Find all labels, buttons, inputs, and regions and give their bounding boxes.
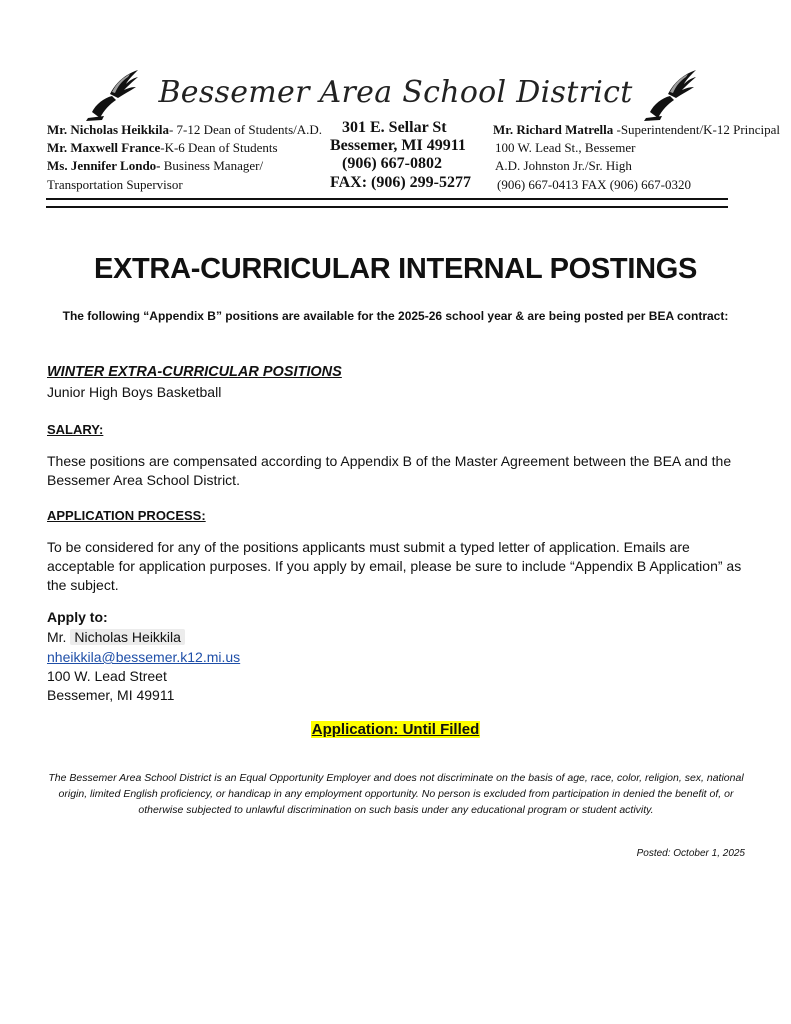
header-left-line-3: Ms. Jennifer Londo- Business Manager/ (47, 158, 264, 173)
header-left-line-2: Mr. Maxwell France-K-6 Dean of Students (47, 140, 278, 155)
section-heading: WINTER EXTRA-CURRICULAR POSITIONS (47, 364, 342, 380)
salary-text: These positions are compensated according to Appendix B of the Master Agreement between the BEA and the Bessemer Area School District. (47, 453, 732, 488)
apply-to-label: Apply to: (47, 609, 108, 625)
page-subtitle: The following “Appendix B” positions are available for the 2025-26 school year & are being posted per BEA contract: (62, 309, 729, 323)
application-label: APPLICATION PROCESS: (47, 508, 206, 523)
deadline-line (0, 721, 791, 739)
contact-city: Bessemer, MI 49911 (47, 687, 175, 703)
letterhead-divider (46, 198, 728, 208)
application-text: To be considered for any of the positions applicants must submit a typed letter of application. Emails are acceptable for application purposes. If you apply by email, please be sure to include “Appendix B Application” as the subject. (47, 539, 742, 593)
header-address-street: 301 E. Sellar St (342, 119, 447, 136)
header-right-line-3: A.D. Johnston Jr./Sr. High (495, 158, 632, 173)
contact-email-line (47, 648, 240, 667)
contact-name: Mr. Nicholas Heikkila (47, 628, 185, 647)
district-name: Bessemer Area School District (158, 75, 633, 110)
salary-label: SALARY: (47, 422, 104, 437)
header-phone: (906) 667-0802 (342, 155, 442, 172)
contact-email-link[interactable]: nheikkila@bessemer.k12.mi.us (47, 649, 241, 665)
header-fax: FAX: (906) 299-5277 (330, 174, 472, 191)
page-title: EXTRA-CURRICULAR INTERNAL POSTINGS (93, 253, 698, 285)
contact-street: 100 W. Lead Street (47, 668, 167, 684)
deadline-text: Application: Until Filled (311, 721, 480, 738)
header-left-line-1: Mr. Nicholas Heikkila- 7-12 Dean of Students/A.D. (47, 122, 323, 137)
posted-date: Posted: October 1, 2025 (636, 848, 745, 859)
header-left-line-4: Transportation Supervisor (47, 177, 183, 192)
header-address-city: Bessemer, MI 49911 (330, 137, 466, 154)
eoe-statement: The Bessemer Area School District is an Equal Opportunity Employer and does not discriminate on the basis of age, race, color, religion, sex, national origin, limited English proficiency, or handicap in any employment opportunity. No person is excluded from participation in denied the benefit of, or otherwise subjected to unlawful discrimination on such basis under any educational program or student activity. (48, 772, 744, 816)
position-title: Junior High Boys Basketball (47, 384, 222, 400)
header-right-line-1: Mr. Richard Matrella -Superintendent/K-12 Principal (493, 122, 781, 137)
header-right-line-4: (906) 667-0413 FAX (906) 667-0320 (497, 177, 692, 192)
header-right-line-2: 100 W. Lead St., Bessemer (495, 140, 636, 155)
